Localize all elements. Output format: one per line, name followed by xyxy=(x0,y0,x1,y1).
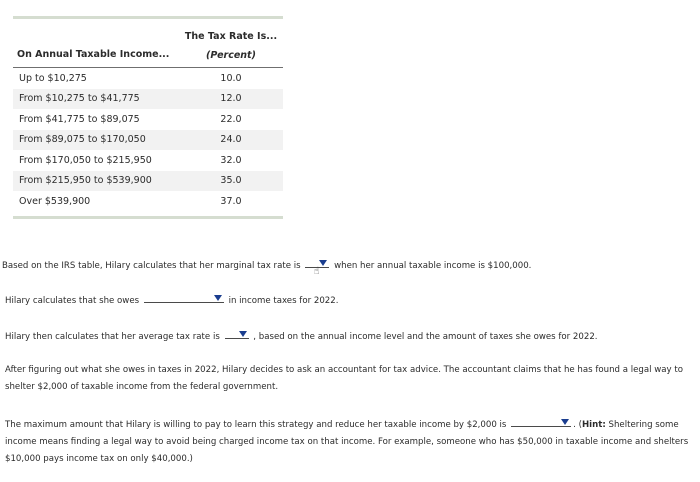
tax-rate: 24.0 xyxy=(220,134,242,146)
tax-rate: 22.0 xyxy=(220,113,242,125)
tax-rate: 32.0 xyxy=(220,154,242,166)
table-row xyxy=(13,150,283,171)
hint-text: Sheltering some income means finding a legal way to avoid being charged income tax on that income. For example, someone who has $50,000 in taxable income and shelters $10,000 pays income tax on only $40,000.) xyxy=(5,420,689,464)
taxes-owed-dropdown[interactable] xyxy=(144,292,224,303)
income-bracket: Over $539,900 xyxy=(19,195,91,207)
tax-rate: 37.0 xyxy=(220,195,242,207)
table-header xyxy=(13,19,283,65)
taxes-owed-question xyxy=(5,292,338,310)
marginal-rate-dropdown[interactable] xyxy=(305,257,329,277)
hint-label: Hint: xyxy=(581,420,606,430)
taxes-owed-text-after: in income taxes for 2022. xyxy=(228,296,339,306)
table-row xyxy=(13,89,283,110)
pointer-hand-icon: ☝ xyxy=(313,266,320,277)
average-rate-dropdown[interactable] xyxy=(225,328,249,339)
income-column-header: On Annual Taxable Income... xyxy=(17,49,170,60)
marginal-rate-question xyxy=(2,257,531,275)
table-row xyxy=(13,68,283,89)
max-payment-dropdown[interactable] xyxy=(511,416,571,427)
income-bracket: From $89,075 to $170,050 xyxy=(19,134,146,146)
average-rate-text-before: Hilary then calculates that her average tax rate is xyxy=(5,332,220,342)
income-bracket: Up to $10,275 xyxy=(19,72,87,84)
accountant-context xyxy=(5,362,695,396)
average-rate-question xyxy=(5,328,598,346)
income-bracket: From $215,950 to $539,900 xyxy=(19,175,152,187)
marginal-rate-text-before: Based on the IRS table, Hilary calculates that her marginal tax rate is xyxy=(2,261,301,271)
table-bottom-rule xyxy=(13,216,283,219)
marginal-rate-text-after: when her annual taxable income is $100,000. xyxy=(334,261,532,271)
chevron-down-icon xyxy=(561,419,569,425)
rate-column-header xyxy=(183,31,279,61)
rate-header-title: The Tax Rate Is... xyxy=(184,31,278,42)
income-bracket: From $10,275 to $41,775 xyxy=(19,93,140,105)
hint-open: . ( xyxy=(573,420,582,430)
tax-rate: 10.0 xyxy=(220,72,242,84)
chevron-down-icon xyxy=(319,260,327,266)
taxes-owed-text-before: Hilary calculates that she owes xyxy=(5,296,140,306)
tax-rate: 12.0 xyxy=(220,93,242,105)
chevron-down-icon xyxy=(239,331,247,337)
max-payment-question xyxy=(5,416,697,468)
table-row xyxy=(13,171,283,192)
income-bracket: From $41,775 to $89,075 xyxy=(19,113,140,125)
average-rate-text-after: , based on the annual income level and the amount of taxes she owes for 2022. xyxy=(253,332,598,342)
accountant-context-text: After figuring out what she owes in taxes in 2022, Hilary decides to ask an accountant for tax advice. The accountant claims that he has found a legal way to shelter $2,000 of taxable income from the federal government. xyxy=(5,365,683,392)
tax-rate: 35.0 xyxy=(220,175,242,187)
tax-rate-table xyxy=(13,16,283,219)
table-row xyxy=(13,130,283,151)
max-payment-text-before: The maximum amount that Hilary is willing to pay to learn this strategy and reduce her taxable income by $2,000 is xyxy=(5,420,507,430)
table-row xyxy=(13,109,283,130)
table-row xyxy=(13,191,283,212)
chevron-down-icon xyxy=(214,295,222,301)
rate-header-unit: (Percent) xyxy=(206,50,256,61)
income-bracket: From $170,050 to $215,950 xyxy=(19,154,152,166)
